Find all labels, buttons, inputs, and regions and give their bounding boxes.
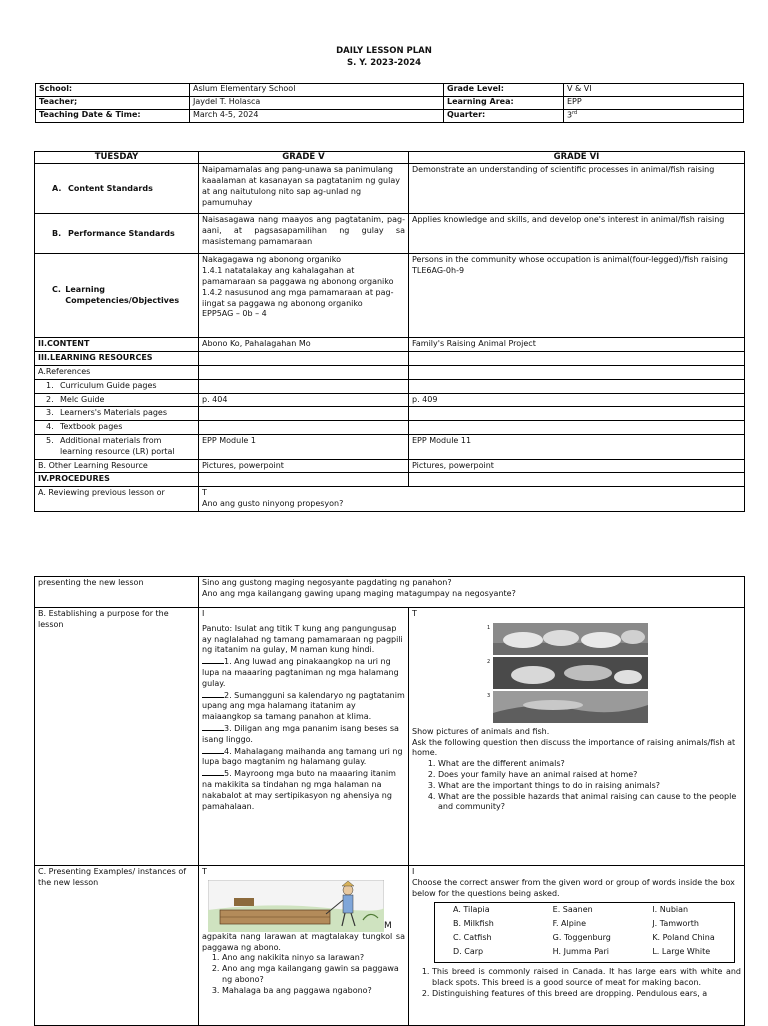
- presenting-text: agpakita nang larawan at magtalakay tungkol sa paggawa ng abono.: [202, 931, 405, 952]
- quiz-item: [202, 746, 405, 769]
- ref-num: 4.: [46, 422, 54, 432]
- lesson-table-continued: [34, 576, 745, 1026]
- ref-text: Melc Guide: [60, 394, 105, 404]
- competencies-g5: [199, 254, 409, 338]
- content-label: II.CONTENT: [35, 338, 199, 352]
- ref-g5: p. 404: [199, 393, 409, 407]
- grade-level-value: V & VI: [564, 84, 744, 97]
- performance-standards-label: [35, 214, 199, 254]
- answer-blank: [202, 656, 224, 664]
- activity-mark: I: [412, 867, 415, 876]
- ref-g5: EPP Module 1: [199, 435, 409, 460]
- competencies-g6: [409, 254, 745, 338]
- choice-item: C. Catfish: [453, 933, 492, 943]
- presenting-label: C. Presenting Examples/ instances of the new lesson: [35, 866, 199, 1026]
- ref-item-label: [35, 379, 199, 393]
- review-label-continued: presenting the new lesson: [35, 577, 199, 608]
- ref-g5: [199, 407, 409, 421]
- teacher-value: Jaydel T. Holasca: [190, 97, 444, 110]
- quiz-item: [202, 768, 405, 812]
- question-list: [202, 953, 405, 996]
- empty-cell: [409, 473, 745, 487]
- presenting-g6: [409, 866, 745, 1026]
- quarter-number: 3: [567, 110, 573, 120]
- ref-item-label: [35, 435, 199, 460]
- instructions: Choose the correct answer from the given word or group of words inside the box below for the questions being asked.: [412, 877, 735, 898]
- content-g6: Family's Raising Animal Project: [409, 338, 745, 352]
- performance-standards-g6: Applies knowledge and skills, and develop one's interest in animal/fish raising: [409, 214, 745, 254]
- picture-number: 2: [487, 658, 491, 665]
- quiz-item: [202, 723, 405, 746]
- pigs-photo: [493, 623, 648, 655]
- quiz-text: 2. Sumangguni sa kalendaryo ng pagtatanim upang ang mga halamang itatanim ay maiaangkop sa tamang panahon at klima.: [202, 690, 405, 722]
- compost-illustration: [208, 880, 384, 932]
- ref-item-label: [35, 421, 199, 435]
- row-letter: A.: [52, 183, 62, 193]
- animal-pictures: [487, 623, 741, 723]
- choice-item: I. Nubian: [652, 905, 689, 915]
- instruction-line: Ask the following question then discuss the importance of raising animals/fish at home.: [412, 737, 736, 758]
- other-resources-g6: Pictures, powerpoint: [409, 459, 745, 473]
- picture-fish: [487, 691, 741, 723]
- choice-item: K. Poland China: [652, 933, 715, 943]
- teacher-label: Teacher;: [36, 97, 190, 110]
- competency-line: Nakagagawa ng abonong organiko: [202, 255, 342, 265]
- ref-g6: [409, 421, 745, 435]
- question-item: 3. What are the important things to do in raising animals?: [438, 781, 741, 792]
- ref-g6: p. 409: [409, 393, 745, 407]
- question-item: 1. What are the different animals?: [438, 759, 741, 770]
- ref-g5: [199, 421, 409, 435]
- ref-text: Learners's Materials pages: [60, 408, 168, 418]
- presenting-g5: [199, 866, 409, 1026]
- picture-number: 1: [487, 624, 491, 631]
- answer-blank: [202, 768, 224, 776]
- question-item: 4. What are the possible hazards that animal raising can cause to the people and community?: [438, 792, 741, 814]
- row-letter: B.: [52, 228, 62, 238]
- lesson-table: [34, 151, 745, 512]
- competency-line: Persons in the community whose occupation is animal(four-legged)/fish raising: [412, 255, 729, 265]
- row-label: Content Standards: [68, 183, 153, 193]
- picture-pigs: [487, 623, 741, 655]
- choice-item: J. Tamworth: [652, 919, 699, 929]
- choice-item: L. Large White: [652, 947, 711, 957]
- competency-line: 1.4.2 nasusunod ang mga pamamaraan at pag-iingat sa paggawa ng abonong organiko: [202, 287, 394, 308]
- row-label: Learning Competencies/Objectives: [65, 285, 180, 305]
- info-table: [35, 83, 744, 123]
- question-item: 1. Ano ang nakikita ninyo sa larawan?: [222, 953, 405, 964]
- animals-photo: [493, 657, 648, 689]
- review-content-continued: [199, 577, 745, 608]
- review-question: Sino ang gustong maging negosyante pagdating ng panahon?: [202, 578, 452, 587]
- quiz-text: 4. Mahalagang maihanda ang tamang uri ng lupa bago magtanim ng halamang gulay.: [202, 746, 403, 767]
- school-year: S. Y. 2023-2024: [346, 58, 422, 69]
- competency-line: EPP5AG – 0b – 4: [202, 309, 267, 319]
- quiz-item: [202, 656, 405, 689]
- activity-mark: T: [412, 609, 417, 618]
- choice-item: F. Alpine: [552, 919, 587, 929]
- instruction-line: Show pictures of animals and fish.: [412, 726, 550, 736]
- quiz-item: [202, 690, 405, 723]
- review-label: A. Reviewing previous lesson or: [35, 487, 199, 512]
- learning-area-label: Learning Area:: [444, 97, 564, 110]
- other-resources-label: B. Other Learning Resource: [35, 459, 199, 473]
- choice-item: H. Jumma Pari: [552, 947, 609, 957]
- school-value: Aslum Elementary School: [190, 84, 444, 97]
- choice-item: B. Milkfish: [453, 919, 494, 929]
- ref-text: Additional materials from learning resource (LR) portal: [60, 436, 175, 456]
- content-standards-g5: Naipamamalas ang pang-unawa sa panimulang kaaalaman at kasanayan sa pagtatanim ng gulay at ang naitutulong nito sap ag-unlad ng pamumuhay: [199, 164, 409, 214]
- ref-g6: [409, 379, 745, 393]
- document-title: DAILY LESSON PLAN: [336, 46, 432, 56]
- date-value: March 4-5, 2024: [190, 110, 444, 123]
- picture-animals: [487, 657, 741, 689]
- review-question: Ano ang mga kailangang gawing upang maging matagumpay na negosyante?: [202, 588, 516, 598]
- ref-item-label: [35, 393, 199, 407]
- empty-cell: [409, 352, 745, 366]
- quiz-text: 1. Ang luwad ang pinakaangkop na uri ng lupa na maaaring pagtaniman ng mga halamang gulay.: [202, 657, 399, 688]
- learning-area-value: EPP: [564, 97, 744, 110]
- question-item: 1. This breed is commonly raised in Canada. It has large ears with white and black spots. This breed is a good source of meat for making bacon.: [432, 967, 741, 989]
- references-label: A.References: [35, 366, 199, 380]
- choice-item: G. Toggenburg: [552, 933, 611, 943]
- review-mark: T: [202, 488, 207, 498]
- other-resources-g5: Pictures, powerpoint: [199, 459, 409, 473]
- row-label: Performance Standards: [68, 228, 175, 238]
- col-day: TUESDAY: [35, 152, 199, 164]
- learning-resources-label: III.LEARNING RESOURCES: [35, 352, 199, 366]
- question-item: 3. Mahalaga ba ang paggawa ngabono?: [222, 986, 405, 997]
- ref-num: 3.: [46, 408, 54, 418]
- illustration-row: [202, 880, 405, 932]
- performance-standards-g5: Naisasagawa nang maayos ang pagtatanim, pag-aani, at pagsasapamilihan ng gulay sa masistemang pamamaraan: [199, 214, 409, 254]
- competency-line: 1.4.1 natatalakay ang kahalagahan at pamamaraan sa paggawa ng abonong organiko: [202, 266, 394, 287]
- answer-blank: [202, 746, 224, 754]
- content-g5: Abono Ko, Pahalagahan Mo: [199, 338, 409, 352]
- purpose-g5: [199, 608, 409, 866]
- empty-cell: [199, 473, 409, 487]
- competency-line: TLE6AG-0h-9: [412, 266, 465, 276]
- quiz-text: 3. Diligan ang mga pananim isang beses sa isang linggo.: [202, 723, 399, 744]
- page-title: [0, 45, 768, 70]
- activity-mark: I: [202, 609, 205, 618]
- school-label: School:: [36, 84, 190, 97]
- ref-text: Textbook pages: [60, 422, 123, 432]
- ref-text: Curriculum Guide pages: [60, 380, 157, 390]
- picture-number: 3: [487, 692, 491, 699]
- date-label: Teaching Date & Time:: [36, 110, 190, 123]
- question-list: [412, 967, 741, 999]
- ref-num: 5.: [46, 436, 54, 446]
- empty-cell: [199, 366, 409, 380]
- empty-cell: [409, 366, 745, 380]
- ref-g5: [199, 379, 409, 393]
- content-standards-label: [35, 164, 199, 214]
- empty-cell: [199, 352, 409, 366]
- ref-num: 1.: [46, 380, 54, 390]
- choices-box: [434, 902, 735, 963]
- content-standards-g6: Demonstrate an understanding of scientific processes in animal/fish raising: [409, 164, 745, 214]
- ref-item-label: [35, 407, 199, 421]
- question-item: 2. Does your family have an animal raised at home?: [438, 770, 741, 781]
- procedures-label: IV.PROCEDURES: [35, 473, 199, 487]
- question-item: 2. Distinguishing features of this breed are dropping. Pendulous ears, a: [432, 989, 741, 1000]
- col-grade-v: GRADE V: [199, 152, 409, 164]
- quarter-suffix: rd: [572, 110, 578, 116]
- ref-g6: [409, 407, 745, 421]
- quarter-label: Quarter:: [444, 110, 564, 123]
- choices-table: [435, 904, 734, 960]
- choice-item: A. Tilapia: [453, 905, 490, 915]
- ref-g6: EPP Module 11: [409, 435, 745, 460]
- instructions: Panuto: Isulat ang titik T kung ang pangungusap ay naglalahad ng tamang pamamaraan ng pagpili ng itatanim na gulay, M naman kung hindi.: [202, 623, 403, 655]
- review-content: [199, 487, 745, 512]
- activity-mark: T: [202, 867, 207, 876]
- row-letter: C.: [52, 285, 61, 295]
- answer-blank: [202, 723, 224, 731]
- ref-num: 2.: [46, 394, 54, 404]
- grade-level-label: Grade Level:: [444, 84, 564, 97]
- quarter-value: [564, 110, 744, 123]
- question-list: [412, 759, 741, 813]
- review-question: Ano ang gusto ninyong propesyon?: [202, 499, 344, 509]
- question-item: 2. Ano ang mga kailangang gawin sa paggawa ng abono?: [222, 964, 405, 986]
- col-grade-vi: GRADE VI: [409, 152, 745, 164]
- purpose-label: B. Establishing a purpose for the lesson: [35, 608, 199, 866]
- choice-item: E. Saanen: [552, 905, 593, 915]
- quiz-text: 5. Mayroong mga buto na maaaring itanim na makikita sa tindahan ng mga halaman na nakabalot at may sertipikasyon ng ahensiya ng pamahalaan.: [202, 769, 396, 811]
- choice-item: D. Carp: [453, 947, 484, 957]
- answer-blank: [202, 690, 224, 698]
- fish-photo: [493, 691, 648, 723]
- text-initial: M: [384, 920, 392, 931]
- competencies-label: [35, 254, 199, 338]
- purpose-g6: [409, 608, 745, 866]
